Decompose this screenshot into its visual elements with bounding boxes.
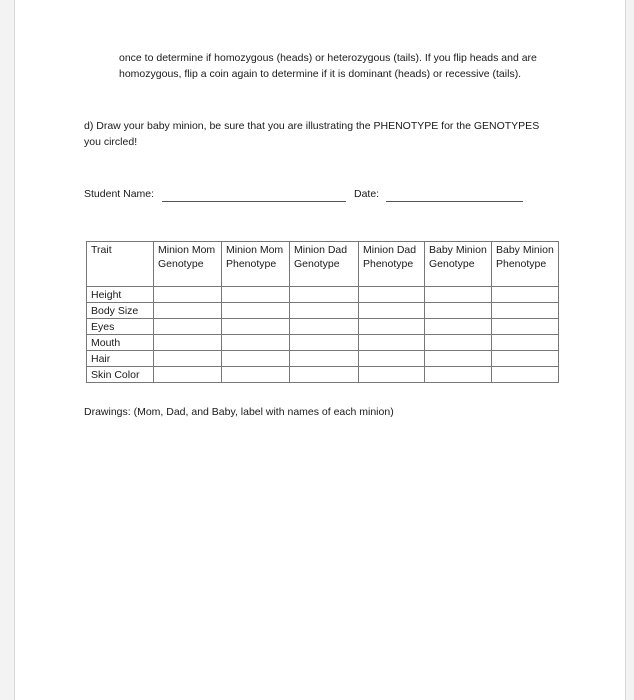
table-cell[interactable]	[425, 367, 492, 383]
student-name-line[interactable]	[162, 201, 346, 202]
table-cell[interactable]	[425, 287, 492, 303]
table-cell[interactable]	[425, 351, 492, 367]
table-cell[interactable]	[154, 303, 222, 319]
worksheet-page	[14, 0, 626, 700]
table-cell[interactable]	[290, 367, 359, 383]
table-cell[interactable]	[359, 287, 425, 303]
student-name-label: Student Name:	[84, 188, 155, 200]
drawings-instruction: Drawings: (Mom, Dad, and Baby, label with names of each minion)	[84, 406, 394, 418]
table-cell[interactable]	[222, 287, 290, 303]
table-cell[interactable]	[154, 367, 222, 383]
table-cell[interactable]	[154, 287, 222, 303]
trait-label: Mouth	[87, 335, 154, 351]
table-row	[87, 335, 559, 351]
header-dad-genotype: Minion Dad Genotype	[290, 242, 359, 287]
table-cell[interactable]	[290, 287, 359, 303]
table-cell[interactable]	[492, 303, 559, 319]
header-mom-phenotype: Minion Mom Phenotype	[222, 242, 290, 287]
table-cell[interactable]	[154, 319, 222, 335]
table-cell[interactable]	[290, 351, 359, 367]
date-line[interactable]	[386, 201, 523, 202]
table-row	[87, 287, 559, 303]
table-cell[interactable]	[425, 335, 492, 351]
date-label: Date:	[354, 188, 380, 200]
trait-label: Hair	[87, 351, 154, 367]
trait-table	[86, 241, 559, 383]
student-info-row	[84, 188, 554, 206]
table-row	[87, 351, 559, 367]
table-cell[interactable]	[222, 351, 290, 367]
table-cell[interactable]	[492, 335, 559, 351]
table-cell[interactable]	[359, 303, 425, 319]
header-dad-phenotype: Minion Dad Phenotype	[359, 242, 425, 287]
header-trait: Trait	[87, 242, 154, 287]
trait-label: Eyes	[87, 319, 154, 335]
table-cell[interactable]	[290, 319, 359, 335]
table-cell[interactable]	[425, 319, 492, 335]
table-cell[interactable]	[492, 367, 559, 383]
table-cell[interactable]	[290, 303, 359, 319]
table-cell[interactable]	[222, 335, 290, 351]
table-cell[interactable]	[222, 367, 290, 383]
trait-table-header-row	[87, 242, 559, 287]
header-baby-phenotype: Baby Minion Phenotype	[492, 242, 559, 287]
table-cell[interactable]	[154, 351, 222, 367]
table-row	[87, 319, 559, 335]
step-d-instruction: d) Draw your baby minion, be sure that you are illustrating the PHENOTYPE for the GENOTYPES you circled!	[84, 120, 540, 148]
table-cell[interactable]	[492, 319, 559, 335]
trait-label: Height	[87, 287, 154, 303]
table-cell[interactable]	[154, 335, 222, 351]
header-mom-genotype: Minion Mom Genotype	[154, 242, 222, 287]
table-row	[87, 303, 559, 319]
header-baby-genotype: Baby Minion Genotype	[425, 242, 492, 287]
trait-label: Skin Color	[87, 367, 154, 383]
intro-paragraph: once to determine if homozygous (heads) or heterozygous (tails). If you flip heads and are homozygous, flip a coin again to determine if it is dominant (heads) or recessive (tails).	[119, 52, 537, 80]
table-row	[87, 367, 559, 383]
table-cell[interactable]	[222, 319, 290, 335]
table-cell[interactable]	[359, 367, 425, 383]
table-cell[interactable]	[492, 287, 559, 303]
table-cell[interactable]	[359, 351, 425, 367]
table-cell[interactable]	[222, 303, 290, 319]
table-cell[interactable]	[492, 351, 559, 367]
table-cell[interactable]	[425, 303, 492, 319]
table-cell[interactable]	[359, 319, 425, 335]
table-cell[interactable]	[359, 335, 425, 351]
table-cell[interactable]	[290, 335, 359, 351]
trait-label: Body Size	[87, 303, 154, 319]
